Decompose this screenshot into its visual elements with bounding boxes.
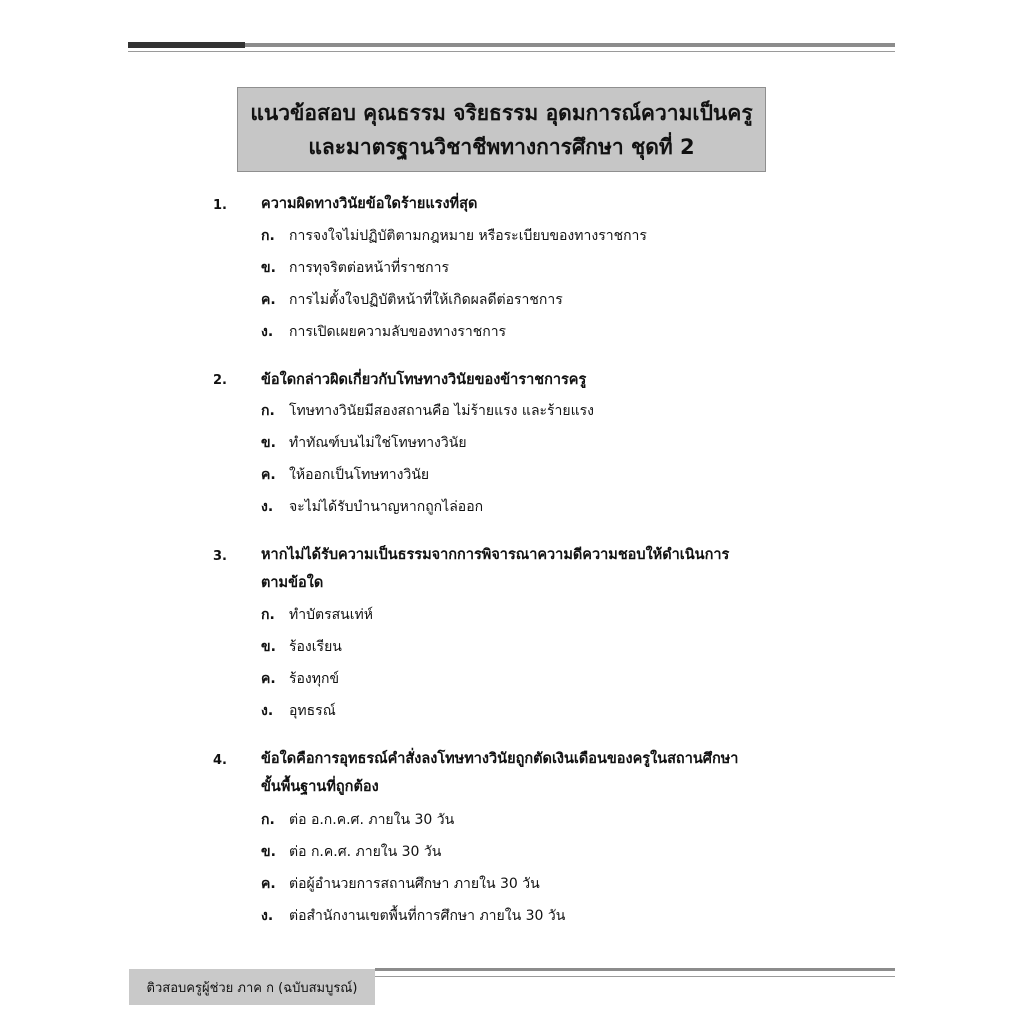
option-text: การจงใจไม่ปฏิบัติตามกฎหมาย หรือระเบียบของทางราชการ xyxy=(289,228,647,244)
answer-option xyxy=(261,433,467,453)
title-line-2: และมาตรฐานวิชาชีพทางการศึกษา ชุดที่ 2 xyxy=(308,134,695,159)
option-label: ค. xyxy=(261,467,276,483)
answer-option xyxy=(261,465,429,485)
answer-option xyxy=(261,258,449,278)
question-text-line-2: ตามข้อใด xyxy=(261,575,324,591)
option-text: การทุจริตต่อหน้าที่ราชการ xyxy=(289,260,450,276)
option-text: จะไม่ได้รับบำนาญหากถูกไล่ออก xyxy=(289,499,484,515)
option-text: ต่อ อ.ก.ค.ศ. ภายใน 30 วัน xyxy=(289,812,455,828)
answer-option xyxy=(261,701,336,721)
option-text: อุทธรณ์ xyxy=(289,703,336,719)
answer-option xyxy=(261,842,441,862)
question-text: ความผิดทางวินัยข้อใดร้ายแรงที่สุด xyxy=(261,196,478,212)
answer-option xyxy=(261,226,647,246)
title-line-1: แนวข้อสอบ คุณธรรม จริยธรรม อุดมการณ์ความเป็นครู xyxy=(250,100,753,125)
option-label: ง. xyxy=(261,499,274,515)
answer-option xyxy=(261,290,563,310)
footer-rule-thick-line xyxy=(375,968,895,971)
option-text: การเปิดเผยความลับของทางราชการ xyxy=(289,324,507,340)
answer-option xyxy=(261,810,454,830)
option-text: ต่อ ก.ค.ศ. ภายใน 30 วัน xyxy=(289,844,442,860)
question-number: 4. xyxy=(213,753,227,768)
question-number: 3. xyxy=(213,549,227,564)
footer-rule xyxy=(375,968,895,978)
option-label: ก. xyxy=(261,403,275,419)
question-number: 1. xyxy=(213,198,227,213)
option-label: ง. xyxy=(261,908,274,924)
option-label: ก. xyxy=(261,812,275,828)
option-text: ร้องเรียน xyxy=(289,639,342,655)
answer-option xyxy=(261,322,506,342)
option-label: ข. xyxy=(261,844,276,860)
question-text-line-1: ข้อใดคือการอุทธรณ์คำสั่งลงโทษทางวินัยถูกตัดเงินเดือนของครูในสถานศึกษา xyxy=(261,751,739,767)
option-text: การไม่ตั้งใจปฏิบัติหน้าที่ให้เกิดผลดีต่อราชการ xyxy=(289,292,563,308)
footer-rule-thin-line xyxy=(375,976,895,977)
option-label: ง. xyxy=(261,703,274,719)
option-text: ร้องทุกข์ xyxy=(289,671,340,687)
option-label: ง. xyxy=(261,324,274,340)
answer-option xyxy=(261,874,540,894)
answer-option xyxy=(261,906,565,926)
footer-box xyxy=(129,969,375,1005)
answer-option xyxy=(261,637,342,657)
option-label: ก. xyxy=(261,228,275,244)
answer-option xyxy=(261,669,339,689)
question-number: 2. xyxy=(213,373,227,388)
option-label: ข. xyxy=(261,260,276,276)
question-text: ข้อใดกล่าวผิดเกี่ยวกับโทษทางวินัยของข้าราชการครู xyxy=(261,372,587,388)
answer-option xyxy=(261,401,594,421)
answer-option xyxy=(261,497,483,517)
option-label: ค. xyxy=(261,292,276,308)
footer-text: ติวสอบครูผู้ช่วย ภาค ก (ฉบับสมบูรณ์) xyxy=(146,980,358,996)
answer-option xyxy=(261,605,373,625)
option-label: ข. xyxy=(261,435,276,451)
option-text: ให้ออกเป็นโทษทางวินัย xyxy=(289,467,430,483)
option-label: ก. xyxy=(261,607,275,623)
question-text-line-2: ขั้นพื้นฐานที่ถูกต้อง xyxy=(261,779,379,795)
question-text-line-1: หากไม่ได้รับความเป็นธรรมจากการพิจารณาความดีความชอบให้ดำเนินการ xyxy=(261,547,730,563)
option-text: โทษทางวินัยมีสองสถานคือ ไม่ร้ายแรง และร้ายแรง xyxy=(289,403,594,419)
option-text: ทำทัณฑ์บนไม่ใช่โทษทางวินัย xyxy=(289,435,467,451)
option-text: ต่อสำนักงานเขตพื้นที่การศึกษา ภายใน 30 วัน xyxy=(289,908,566,924)
option-label: ข. xyxy=(261,639,276,655)
option-label: ค. xyxy=(261,671,276,687)
option-label: ค. xyxy=(261,876,276,892)
option-text: ทำบัตรสนเท่ห์ xyxy=(289,607,373,623)
option-text: ต่อผู้อำนวยการสถานศึกษา ภายใน 30 วัน xyxy=(289,876,540,892)
